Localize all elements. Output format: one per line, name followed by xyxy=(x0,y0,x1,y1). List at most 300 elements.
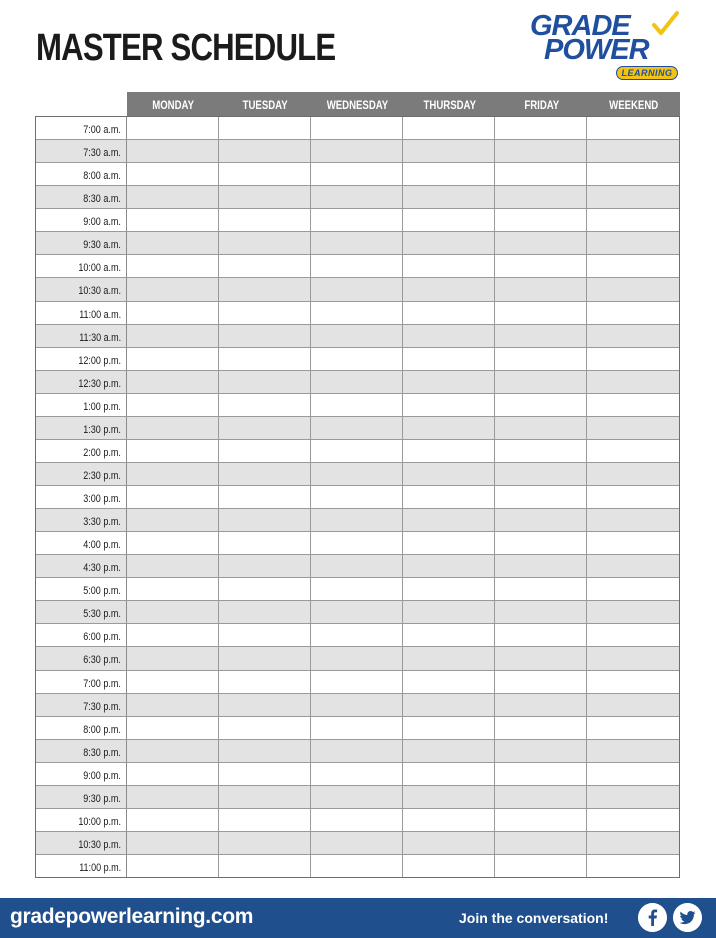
time-label-cell xyxy=(36,463,127,485)
schedule-slot[interactable] xyxy=(495,786,587,808)
schedule-slot[interactable] xyxy=(495,601,587,623)
schedule-slot[interactable] xyxy=(311,578,403,600)
schedule-slot[interactable] xyxy=(127,740,219,762)
schedule-slot[interactable] xyxy=(495,624,587,646)
schedule-slot[interactable] xyxy=(587,302,679,324)
schedule-slot[interactable] xyxy=(587,671,679,693)
time-label-cell xyxy=(36,140,127,162)
time-row xyxy=(36,716,679,739)
time-row xyxy=(36,462,679,485)
schedule-slot[interactable] xyxy=(311,255,403,277)
time-row xyxy=(36,623,679,646)
time-label-cell xyxy=(36,186,127,208)
day-header-label: THURSDAY xyxy=(423,98,476,112)
schedule-slot[interactable] xyxy=(495,348,587,370)
schedule-slot[interactable] xyxy=(127,601,219,623)
schedule-slot[interactable] xyxy=(495,555,587,577)
day-header-label: FRIDAY xyxy=(524,98,560,112)
time-label: 10:30 p.m. xyxy=(78,838,121,851)
time-label: 11:00 a.m. xyxy=(78,308,121,321)
time-label: 7:00 p.m. xyxy=(83,677,121,690)
time-row xyxy=(36,646,679,669)
schedule-slot[interactable] xyxy=(495,394,587,416)
schedule-slot[interactable] xyxy=(403,278,495,300)
time-label-cell xyxy=(36,232,127,254)
schedule-slot[interactable] xyxy=(311,325,403,347)
time-label: 10:30 a.m. xyxy=(78,285,121,298)
schedule-slot[interactable] xyxy=(495,509,587,531)
time-label: 4:00 p.m. xyxy=(83,539,121,552)
schedule-slot[interactable] xyxy=(587,855,679,877)
schedule-slot[interactable] xyxy=(127,647,219,669)
schedule-slot[interactable] xyxy=(587,740,679,762)
schedule-slot[interactable] xyxy=(127,440,219,462)
schedule-slot[interactable] xyxy=(311,232,403,254)
schedule-slot[interactable] xyxy=(219,855,311,877)
schedule-slot[interactable] xyxy=(219,394,311,416)
time-label: 11:30 a.m. xyxy=(78,331,121,344)
schedule-slot[interactable] xyxy=(311,486,403,508)
page-title: MASTER SCHEDULE xyxy=(36,27,336,69)
schedule-slot[interactable] xyxy=(587,232,679,254)
day-header-label: WEEKEND xyxy=(609,98,659,112)
schedule-slot[interactable] xyxy=(311,463,403,485)
schedule-slot[interactable] xyxy=(587,555,679,577)
time-row xyxy=(36,370,679,393)
time-label: 7:30 a.m. xyxy=(83,147,121,160)
schedule-slot[interactable] xyxy=(587,694,679,716)
schedule-slot[interactable] xyxy=(403,647,495,669)
time-label-cell xyxy=(36,509,127,531)
schedule-slot[interactable] xyxy=(495,532,587,554)
schedule-slot[interactable] xyxy=(219,209,311,231)
schedule-slot[interactable] xyxy=(127,694,219,716)
schedule-slot[interactable] xyxy=(311,278,403,300)
schedule-slot[interactable] xyxy=(127,394,219,416)
schedule-slot[interactable] xyxy=(219,325,311,347)
time-label-cell xyxy=(36,555,127,577)
schedule-slot[interactable] xyxy=(403,348,495,370)
schedule-slot[interactable] xyxy=(495,209,587,231)
schedule-slot[interactable] xyxy=(219,463,311,485)
day-header xyxy=(311,92,403,116)
schedule-slot[interactable] xyxy=(311,832,403,854)
schedule-slot[interactable] xyxy=(495,763,587,785)
day-header xyxy=(219,92,311,116)
schedule-slot[interactable] xyxy=(495,671,587,693)
schedule-slot[interactable] xyxy=(311,394,403,416)
schedule-slot[interactable] xyxy=(587,647,679,669)
day-header-label: TUESDAY xyxy=(242,98,288,112)
time-label-cell xyxy=(36,302,127,324)
time-label-cell xyxy=(36,694,127,716)
schedule-slot[interactable] xyxy=(403,740,495,762)
footer-bar xyxy=(0,898,716,938)
schedule-slot[interactable] xyxy=(219,717,311,739)
schedule-slot[interactable] xyxy=(403,394,495,416)
schedule-slot[interactable] xyxy=(311,532,403,554)
checkmark-icon xyxy=(650,10,680,38)
schedule-slot[interactable] xyxy=(127,371,219,393)
schedule-slot[interactable] xyxy=(495,832,587,854)
schedule-slot[interactable] xyxy=(219,440,311,462)
schedule-slot[interactable] xyxy=(219,624,311,646)
schedule-slot[interactable] xyxy=(311,555,403,577)
schedule-slot[interactable] xyxy=(403,809,495,831)
day-header xyxy=(496,92,588,116)
time-label-cell xyxy=(36,855,127,877)
day-header xyxy=(127,92,219,116)
schedule-slot[interactable] xyxy=(311,717,403,739)
schedule-slot[interactable] xyxy=(311,740,403,762)
schedule-slot[interactable] xyxy=(587,624,679,646)
schedule-slot[interactable] xyxy=(403,601,495,623)
schedule-slot[interactable] xyxy=(495,278,587,300)
footer-url[interactable]: gradepowerlearning.com xyxy=(10,905,254,928)
time-label: 10:00 a.m. xyxy=(78,262,121,275)
schedule-slot[interactable] xyxy=(219,671,311,693)
logo-badge: LEARNING xyxy=(616,66,678,80)
time-row xyxy=(36,808,679,831)
schedule-slot[interactable] xyxy=(495,578,587,600)
day-header-label: MONDAY xyxy=(152,98,194,112)
schedule-slot[interactable] xyxy=(311,694,403,716)
schedule-slot[interactable] xyxy=(127,163,219,185)
schedule-slot[interactable] xyxy=(495,717,587,739)
schedule-slot[interactable] xyxy=(127,717,219,739)
schedule-slot[interactable] xyxy=(495,463,587,485)
schedule-slot[interactable] xyxy=(495,255,587,277)
time-row xyxy=(36,554,679,577)
time-row xyxy=(36,577,679,600)
schedule-slot[interactable] xyxy=(127,348,219,370)
schedule-slot[interactable] xyxy=(403,555,495,577)
schedule-slot[interactable] xyxy=(403,209,495,231)
schedule-slot[interactable] xyxy=(311,417,403,439)
facebook-icon[interactable] xyxy=(638,903,667,932)
schedule-slot[interactable] xyxy=(587,532,679,554)
schedule-slot[interactable] xyxy=(127,855,219,877)
schedule-slot[interactable] xyxy=(219,232,311,254)
schedule-slot[interactable] xyxy=(587,140,679,162)
schedule-slot[interactable] xyxy=(587,186,679,208)
schedule-slot[interactable] xyxy=(127,624,219,646)
schedule-slot[interactable] xyxy=(311,117,403,139)
schedule-slot[interactable] xyxy=(495,486,587,508)
schedule-slot[interactable] xyxy=(219,532,311,554)
time-label-cell xyxy=(36,163,127,185)
time-row xyxy=(36,324,679,347)
time-row xyxy=(36,162,679,185)
time-label: 5:00 p.m. xyxy=(83,585,121,598)
day-header-row xyxy=(35,92,680,116)
schedule-slot[interactable] xyxy=(311,624,403,646)
schedule-slot[interactable] xyxy=(127,302,219,324)
twitter-icon[interactable] xyxy=(673,903,702,932)
schedule-slot[interactable] xyxy=(495,371,587,393)
schedule-slot[interactable] xyxy=(587,440,679,462)
time-label: 2:30 p.m. xyxy=(83,469,121,482)
schedule-slot[interactable] xyxy=(587,786,679,808)
schedule-slot[interactable] xyxy=(495,325,587,347)
schedule-slot[interactable] xyxy=(587,394,679,416)
schedule-slot[interactable] xyxy=(311,163,403,185)
schedule-slot[interactable] xyxy=(127,486,219,508)
schedule-slot[interactable] xyxy=(403,232,495,254)
schedule-slot[interactable] xyxy=(311,763,403,785)
schedule-slot[interactable] xyxy=(495,117,587,139)
schedule-slot[interactable] xyxy=(127,117,219,139)
schedule-slot[interactable] xyxy=(127,186,219,208)
time-row xyxy=(36,277,679,300)
time-label: 7:30 p.m. xyxy=(83,700,121,713)
time-row xyxy=(36,831,679,854)
time-label: 6:30 p.m. xyxy=(83,654,121,667)
schedule-slot[interactable] xyxy=(495,163,587,185)
time-label: 9:30 a.m. xyxy=(83,239,121,252)
schedule-slot[interactable] xyxy=(219,163,311,185)
schedule-slot[interactable] xyxy=(587,325,679,347)
schedule-slot[interactable] xyxy=(311,209,403,231)
schedule-slot[interactable] xyxy=(587,163,679,185)
schedule-slot[interactable] xyxy=(219,578,311,600)
schedule-slot[interactable] xyxy=(127,140,219,162)
schedule-slot[interactable] xyxy=(587,832,679,854)
schedule-slot[interactable] xyxy=(127,786,219,808)
schedule-slot[interactable] xyxy=(311,140,403,162)
schedule-slot[interactable] xyxy=(219,763,311,785)
schedule-slot[interactable] xyxy=(403,832,495,854)
time-row xyxy=(36,762,679,785)
time-label-cell xyxy=(36,486,127,508)
time-row xyxy=(36,347,679,370)
schedule-slot[interactable] xyxy=(403,255,495,277)
schedule-slot[interactable] xyxy=(403,140,495,162)
time-label: 8:00 a.m. xyxy=(83,170,121,183)
schedule-slot[interactable] xyxy=(403,463,495,485)
schedule-slot[interactable] xyxy=(495,417,587,439)
schedule-slot[interactable] xyxy=(127,509,219,531)
time-label-cell xyxy=(36,117,127,139)
time-label-cell xyxy=(36,348,127,370)
schedule-slot[interactable] xyxy=(311,371,403,393)
time-row xyxy=(36,508,679,531)
time-row xyxy=(36,854,679,877)
header-spacer xyxy=(35,92,127,116)
time-label-cell xyxy=(36,578,127,600)
schedule-slot[interactable] xyxy=(587,601,679,623)
schedule-slot[interactable] xyxy=(219,417,311,439)
schedule-slot[interactable] xyxy=(219,117,311,139)
schedule-slot[interactable] xyxy=(219,302,311,324)
time-label-cell xyxy=(36,647,127,669)
time-label: 2:00 p.m. xyxy=(83,446,121,459)
schedule-slot[interactable] xyxy=(403,855,495,877)
schedule-slot[interactable] xyxy=(311,348,403,370)
schedule-slot[interactable] xyxy=(127,532,219,554)
schedule-slot[interactable] xyxy=(587,763,679,785)
time-row xyxy=(36,208,679,231)
time-label: 12:30 p.m. xyxy=(78,377,121,390)
schedule-slot[interactable] xyxy=(219,348,311,370)
schedule-slot[interactable] xyxy=(127,671,219,693)
time-label: 3:00 p.m. xyxy=(83,493,121,505)
schedule-slot[interactable] xyxy=(587,417,679,439)
schedule-slot[interactable] xyxy=(127,278,219,300)
schedule-slot[interactable] xyxy=(127,325,219,347)
time-row xyxy=(36,785,679,808)
schedule-slot[interactable] xyxy=(311,302,403,324)
schedule-slot[interactable] xyxy=(127,832,219,854)
schedule-slot[interactable] xyxy=(495,809,587,831)
schedule-slot[interactable] xyxy=(219,786,311,808)
time-label-cell xyxy=(36,417,127,439)
schedule-slot[interactable] xyxy=(311,186,403,208)
day-header xyxy=(588,92,680,116)
schedule-slot[interactable] xyxy=(219,740,311,762)
time-row xyxy=(36,739,679,762)
schedule-slot[interactable] xyxy=(587,209,679,231)
schedule-slot[interactable] xyxy=(403,717,495,739)
schedule-slot[interactable] xyxy=(403,578,495,600)
schedule-slot[interactable] xyxy=(403,163,495,185)
logo-line-1: GRADE xyxy=(530,10,630,42)
schedule-slot[interactable] xyxy=(403,671,495,693)
schedule-slot[interactable] xyxy=(219,694,311,716)
schedule-slot[interactable] xyxy=(127,232,219,254)
time-label-cell xyxy=(36,325,127,347)
time-row xyxy=(36,485,679,508)
time-label: 7:00 a.m. xyxy=(83,124,121,136)
schedule-slot[interactable] xyxy=(311,786,403,808)
schedule-slot[interactable] xyxy=(403,325,495,347)
schedule-slot[interactable] xyxy=(127,255,219,277)
schedule-slot[interactable] xyxy=(587,117,679,139)
schedule-slot[interactable] xyxy=(219,832,311,854)
schedule-slot[interactable] xyxy=(403,532,495,554)
schedule-slot[interactable] xyxy=(495,232,587,254)
time-label-cell xyxy=(36,440,127,462)
schedule-slot[interactable] xyxy=(403,302,495,324)
schedule-slot[interactable] xyxy=(311,601,403,623)
schedule-slot[interactable] xyxy=(403,624,495,646)
schedule-slot[interactable] xyxy=(587,255,679,277)
schedule-slot[interactable] xyxy=(127,578,219,600)
time-label-cell xyxy=(36,809,127,831)
schedule-slot[interactable] xyxy=(219,486,311,508)
time-label: 12:00 p.m. xyxy=(78,354,121,367)
schedule-slot[interactable] xyxy=(219,509,311,531)
schedule-slot[interactable] xyxy=(495,302,587,324)
schedule-slot[interactable] xyxy=(311,509,403,531)
schedule-slot[interactable] xyxy=(311,647,403,669)
schedule-slot[interactable] xyxy=(219,647,311,669)
time-row xyxy=(36,693,679,716)
schedule-slot[interactable] xyxy=(587,509,679,531)
time-label: 3:30 p.m. xyxy=(83,516,121,529)
schedule-slot[interactable] xyxy=(311,671,403,693)
schedule-slot[interactable] xyxy=(495,140,587,162)
time-label: 5:30 p.m. xyxy=(83,608,121,621)
schedule-slot[interactable] xyxy=(495,855,587,877)
schedule-slot[interactable] xyxy=(127,555,219,577)
schedule-slot[interactable] xyxy=(587,278,679,300)
schedule-slot[interactable] xyxy=(403,440,495,462)
time-label: 9:00 a.m. xyxy=(83,216,121,229)
schedule-slot[interactable] xyxy=(311,855,403,877)
schedule-slot[interactable] xyxy=(495,440,587,462)
time-row xyxy=(36,439,679,462)
schedule-slot[interactable] xyxy=(403,186,495,208)
schedule-slot[interactable] xyxy=(587,486,679,508)
schedule-slot[interactable] xyxy=(587,371,679,393)
schedule-slot[interactable] xyxy=(403,763,495,785)
schedule-slot[interactable] xyxy=(127,463,219,485)
schedule-slot[interactable] xyxy=(587,717,679,739)
schedule-slot[interactable] xyxy=(219,809,311,831)
schedule-slot[interactable] xyxy=(127,809,219,831)
schedule-slot[interactable] xyxy=(495,186,587,208)
schedule-slot[interactable] xyxy=(219,186,311,208)
time-label-cell xyxy=(36,740,127,762)
time-row xyxy=(36,301,679,324)
schedule-slot[interactable] xyxy=(587,809,679,831)
schedule-slot[interactable] xyxy=(219,555,311,577)
schedule-slot[interactable] xyxy=(219,140,311,162)
time-label-cell xyxy=(36,763,127,785)
schedule-slot[interactable] xyxy=(587,578,679,600)
time-row xyxy=(36,254,679,277)
time-label-cell xyxy=(36,371,127,393)
schedule-slot[interactable] xyxy=(311,809,403,831)
schedule-slot[interactable] xyxy=(403,117,495,139)
schedule-slot[interactable] xyxy=(403,786,495,808)
schedule-slot[interactable] xyxy=(219,278,311,300)
schedule-slot[interactable] xyxy=(495,647,587,669)
schedule-slot[interactable] xyxy=(127,209,219,231)
schedule-slot[interactable] xyxy=(403,486,495,508)
time-label-cell xyxy=(36,255,127,277)
schedule-slot[interactable] xyxy=(403,371,495,393)
time-row xyxy=(36,393,679,416)
time-label-cell xyxy=(36,624,127,646)
time-label: 6:00 p.m. xyxy=(83,631,121,644)
schedule-slot[interactable] xyxy=(219,371,311,393)
time-row xyxy=(36,416,679,439)
time-rows xyxy=(35,116,680,878)
time-label: 9:00 p.m. xyxy=(83,769,121,782)
time-label-cell xyxy=(36,278,127,300)
schedule-slot[interactable] xyxy=(495,694,587,716)
schedule-slot[interactable] xyxy=(403,509,495,531)
schedule-slot[interactable] xyxy=(495,740,587,762)
grade-power-logo xyxy=(528,12,684,82)
schedule-slot[interactable] xyxy=(587,463,679,485)
schedule-slot[interactable] xyxy=(219,601,311,623)
schedule-slot[interactable] xyxy=(311,440,403,462)
schedule-slot[interactable] xyxy=(219,255,311,277)
time-row xyxy=(36,600,679,623)
time-label-cell xyxy=(36,671,127,693)
time-label-cell xyxy=(36,832,127,854)
schedule-slot[interactable] xyxy=(587,348,679,370)
schedule-slot[interactable] xyxy=(127,763,219,785)
schedule-slot[interactable] xyxy=(127,417,219,439)
schedule-slot[interactable] xyxy=(403,417,495,439)
time-label: 4:30 p.m. xyxy=(83,562,121,575)
time-label-cell xyxy=(36,532,127,554)
schedule-slot[interactable] xyxy=(403,694,495,716)
